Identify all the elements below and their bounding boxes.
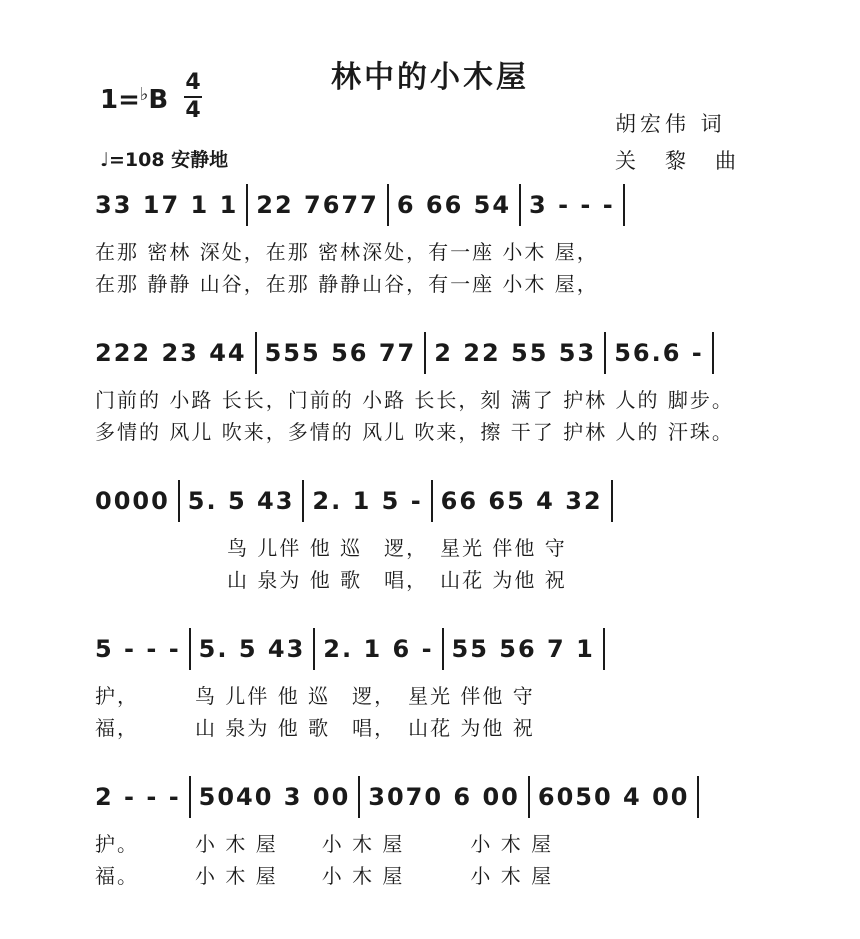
barline xyxy=(519,184,521,226)
measure: 5. 5 43 xyxy=(187,487,295,515)
lyric-verse-2: 多情的 风儿 吹来，多情的 风儿 吹来，擦 干了 护林 人的 汗珠。 xyxy=(95,420,734,444)
barline xyxy=(611,480,613,522)
key-signature xyxy=(100,84,168,115)
barline xyxy=(178,480,180,522)
lyric-verse-1: 门前的 小路 长长，门前的 小路 长长，刻 满了 护林 人的 脚步。 xyxy=(95,388,734,412)
barline xyxy=(358,776,360,818)
barline xyxy=(431,480,433,522)
barline xyxy=(604,332,606,374)
measure: 222 23 44 xyxy=(95,339,247,367)
lyric-verse-2: 福。 小 木 屋 小 木 屋 小 木 屋 xyxy=(95,864,554,888)
flat-symbol: ♭ xyxy=(139,84,149,105)
measure: 2 22 55 53 xyxy=(434,339,597,367)
barline xyxy=(697,776,699,818)
measure: 6 66 54 xyxy=(396,191,512,219)
lyric-verse-1: 护， 鸟 儿伴 他 巡 逻， 星光 伴他 守 xyxy=(95,684,535,708)
measure: 5 - - - xyxy=(95,635,181,663)
notation-line xyxy=(95,330,755,376)
notation-line xyxy=(95,626,755,672)
lyric-verse-2: 在那 静静 山谷，在那 静静山谷，有一座 小木 屋， xyxy=(95,272,599,296)
lyric-verse-1: 在那 密林 深处，在那 密林深处，有一座 小木 屋， xyxy=(95,240,599,264)
measure: 2. 1 5 - xyxy=(312,487,423,515)
measure: 55 56 7 1 xyxy=(451,635,595,663)
measure: 2 - - - xyxy=(95,783,181,811)
time-top: 4 xyxy=(185,70,201,95)
barline xyxy=(189,776,191,818)
measure: 2. 1 6 - xyxy=(323,635,434,663)
time-bottom: 4 xyxy=(185,98,201,123)
barline xyxy=(313,628,315,670)
measure: 3070 6 00 xyxy=(368,783,520,811)
barline xyxy=(603,628,605,670)
measure: 5040 3 00 xyxy=(198,783,351,811)
barline xyxy=(424,332,426,374)
lyric-verse-1: 鸟 儿伴 他 巡 逻， 星光 伴他 守 xyxy=(95,536,567,560)
key-note: B xyxy=(148,85,169,115)
notation-line xyxy=(95,478,755,524)
barline xyxy=(712,332,714,374)
measure: 5. 5 43 xyxy=(198,635,306,663)
notation-line xyxy=(95,774,755,820)
measure: 33 17 1 1 xyxy=(95,191,239,219)
lyric-verse-1: 护。 小 木 屋 小 木 屋 小 木 屋 xyxy=(95,832,554,856)
lyric-verse-2: 福， 山 泉为 他 歌 唱， 山花 为他 祝 xyxy=(95,716,535,740)
barline xyxy=(442,628,444,670)
time-signature xyxy=(184,72,202,122)
lyric-verse-2: 山 泉为 他 歌 唱， 山花 为他 祝 xyxy=(95,568,567,592)
barline xyxy=(246,184,248,226)
measure: 22 7677 xyxy=(256,191,379,219)
barline xyxy=(387,184,389,226)
barline xyxy=(528,776,530,818)
song-title: 林中的小木屋 xyxy=(331,60,529,95)
measure: 0000 xyxy=(95,487,170,515)
measure: 555 56 77 xyxy=(264,339,417,367)
measure: 3 - - - xyxy=(529,191,615,219)
notation-line xyxy=(95,182,755,228)
tempo-marking: ♩=108 安静地 xyxy=(100,149,229,171)
barline xyxy=(255,332,257,374)
barline xyxy=(623,184,625,226)
measure: 66 65 4 32 xyxy=(440,487,603,515)
lyricist-credit: 胡宏伟 词 xyxy=(615,112,726,136)
key-prefix: 1= xyxy=(100,85,140,115)
measure: 56.6 - xyxy=(614,339,704,367)
barline xyxy=(189,628,191,670)
measure: 6050 4 00 xyxy=(537,783,690,811)
barline xyxy=(302,480,304,522)
composer-credit: 关 黎 曲 xyxy=(615,149,740,173)
